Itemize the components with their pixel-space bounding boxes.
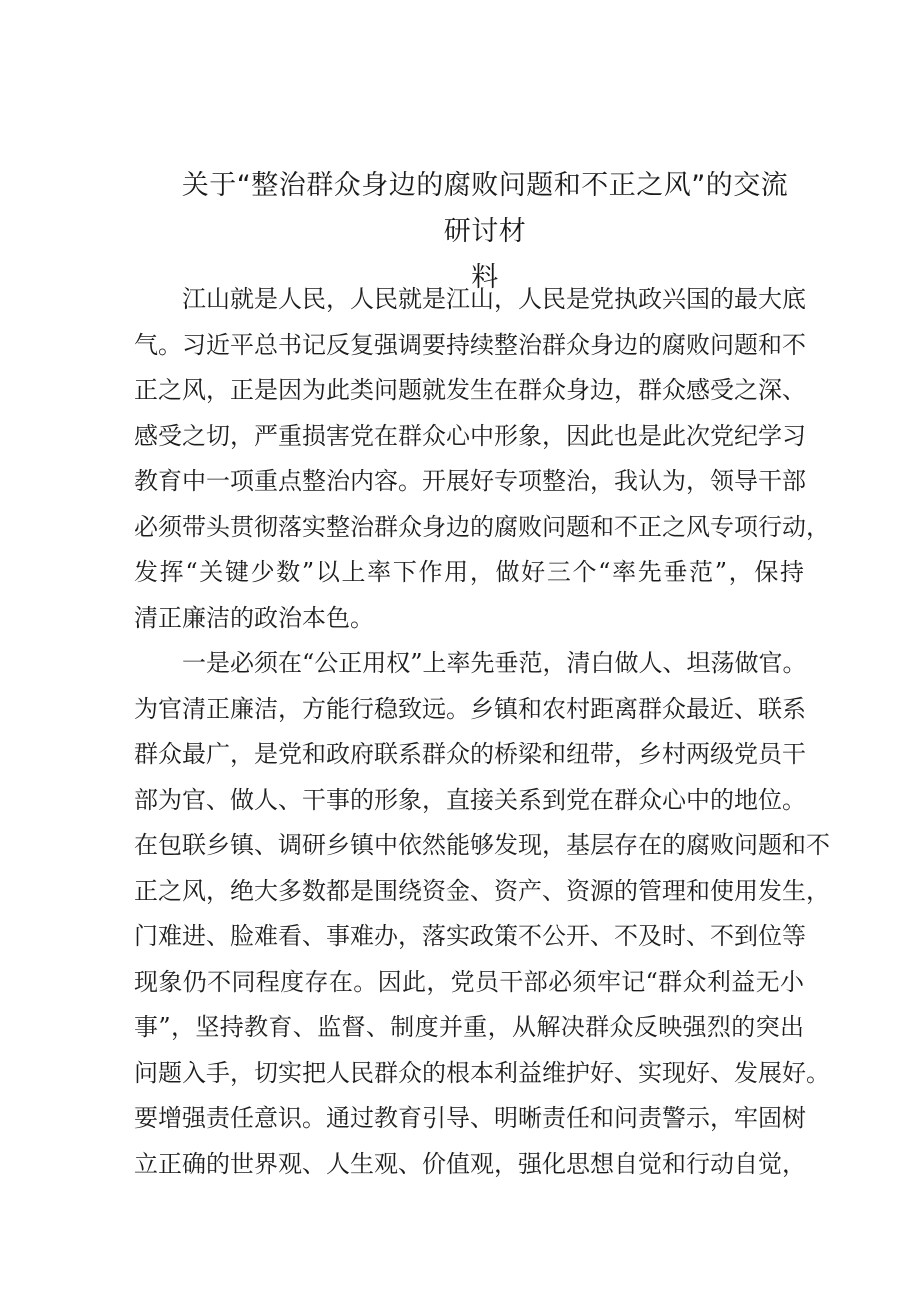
text-line: 门难进、脸难看、事难办，落实政策不公开、不及时、不到位等 [134,922,806,950]
text-line: 为官清正廉洁，方能行稳致远。乡镇和农村距离群众最近、联系 [134,694,806,723]
text-line: 教育中一项重点整治内容。开展好专项整治，我认为，领导干部 [134,467,806,495]
text-line: 现象仍不同程度存在。因此，党员干部必须牢记“群众利益无小 [134,967,804,996]
paragraph-2 [134,641,830,1187]
text-line: 问题入手，切实把人民群众的根本利益维护好、实现好、发展好。 [134,1058,830,1087]
title-line-1: 关于“整治群众身边的腐败问题和不正之风”的交流研讨材 [181,170,789,247]
title-line-2: 料 [471,262,499,293]
text-line: 感受之切，严重损害党在群众心中形象，因此也是此次党纪学习 [134,421,806,450]
text-line: 要增强责任意识。通过教育引导、明晰责任和问责警示，牢固树 [134,1104,806,1132]
text-line: 正之风，绝大多数都是围绕资金、资产、资源的管理和使用发生， [134,876,830,905]
text-line: 事”，坚持教育、监督、制度并重，从解决群众反映强烈的突出 [134,1013,804,1041]
text-line: 发挥“关键少数”以上率下作用，做好三个“率先垂范”，保持 [134,558,804,586]
paragraph-1 [134,277,830,641]
document-body [134,277,830,1187]
text-line: 立正确的世界观、人生观、价值观，强化思想自觉和行动自觉， [134,1149,806,1178]
text-line: 江山就是人民，人民就是江山，人民是党执政兴国的最大底 [182,285,806,313]
text-line: 在包联乡镇、调研乡镇中依然能够发现，基层存在的腐败问题和不 [134,831,830,859]
text-line: 群众最广，是党和政府联系群众的桥梁和纽带，乡村两级党员干 [134,740,806,768]
text-line: 正之风，正是因为此类问题就发生在群众身边，群众感受之深、 [134,376,806,404]
text-line: 必须带头贯彻落实整治群众身边的腐败问题和不正之风专项行动， [134,512,830,541]
text-line: 部为官、做人、干事的形象，直接关系到党在群众心中的地位。 [134,785,806,814]
text-line: 清正廉洁的政治本色。 [134,603,374,632]
text-line: 气。习近平总书记反复强调要持续整治群众身边的腐败问题和不 [134,330,806,359]
text-line: 一是必须在“公正用权”上率先垂范，清白做人、坦荡做官。 [182,649,807,677]
